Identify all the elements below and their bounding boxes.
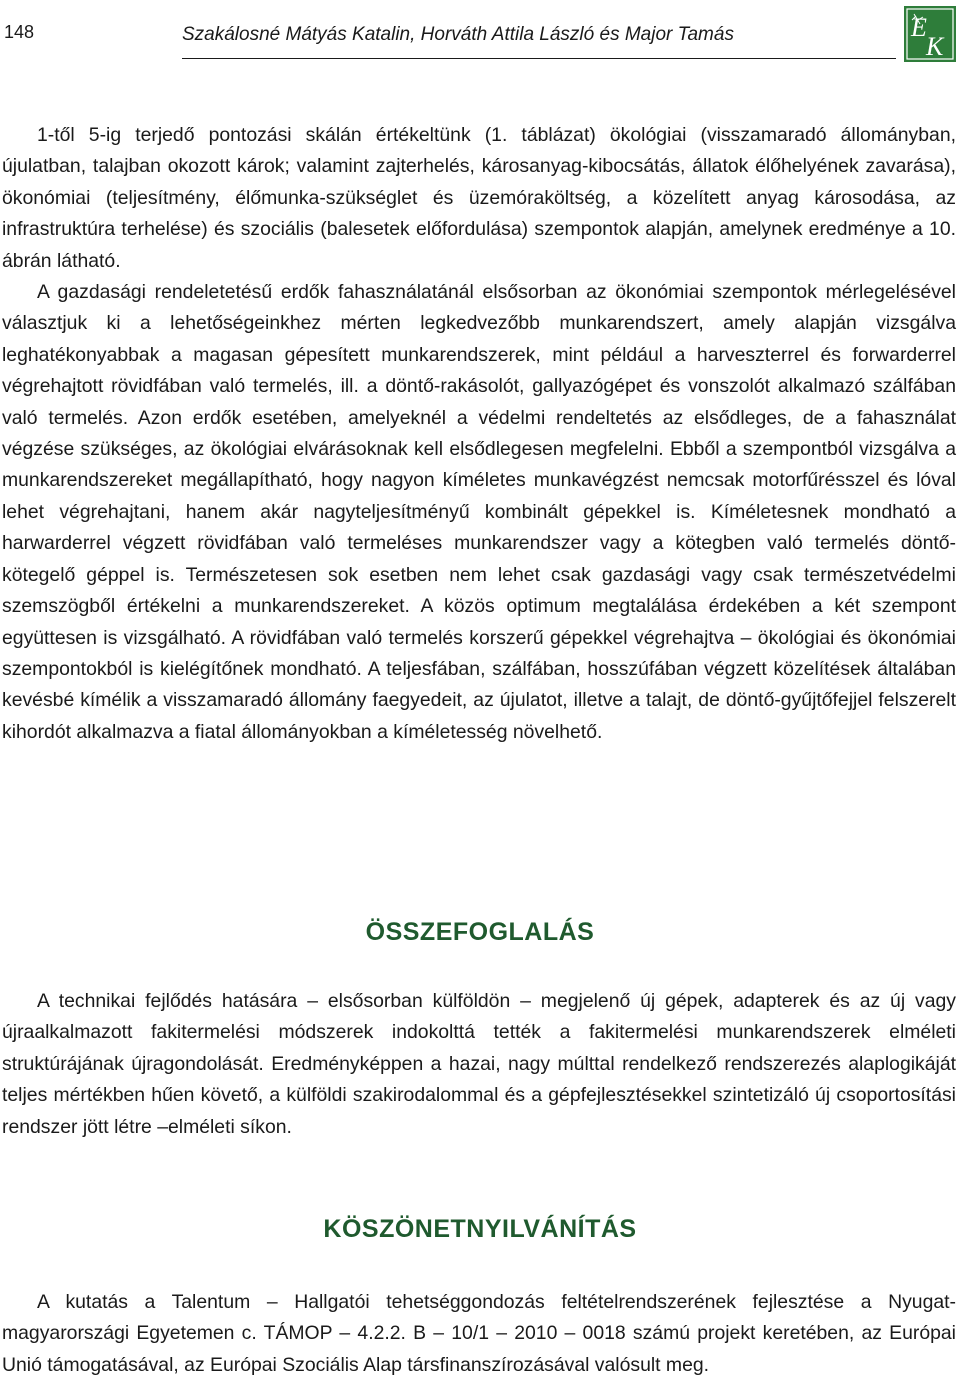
main-text <box>2 120 956 748</box>
acknowledgement-paragraph: A kutatás a Talentum – Hallgatói tehetséggondozás feltételrendszerének fejlesztése a Nyugat-magyarországi Egyetemen c. TÁMOP – 4.2.2. B – 10/1 – 2010 – 0018 számú projekt keretében, az Európai Unió támogatásával, az Európai Szociális Alap társfinanszírozásával valósult meg. <box>2 1291 956 1376</box>
header-rule <box>182 58 896 59</box>
summary-paragraph: A technikai fejlődés hatására – elsősorban külföldön – megjelenő új gépek, adapterek és az új vagy újraalkalmazott fakitermelési módszerek indokolttá tették a fakitermelési munkarendszerek elméleti struktúrájának újragondolását. Eredményképpen a hazai, nagy múlttal rendelkező rendszerezés alaplogikáját teljes mértékben hűen követő, a külföldi szakirodalommal és a gépfejlesztésekkel szintetizáló új csoportosítási rendszer jött létre –elméleti síkon. <box>2 990 956 1138</box>
acknowledgement-heading: KÖSZÖNETNYILVÁNÍTÁS <box>323 1215 637 1243</box>
journal-logo-icon <box>904 6 956 62</box>
summary-heading: ÖSSZEFOGLALÁS <box>365 918 595 946</box>
summary-section <box>2 986 956 1143</box>
svg-text:E: E <box>911 13 927 42</box>
svg-text:K: K <box>926 32 944 61</box>
body-paragraph-1: 1-től 5-ig terjedő pontozási skálán értékeltünk (1. táblázat) ökológiai (visszamaradó állományban, újulatban, talajban okozott károk; valamint zajterhelés, károsanyag-kibocsátás, állatok élőhelyének zavarása), ökonómiai (teljesítmény, élőmunka-szükséglet és üzemóraköltség, a közelített anyag károsodása, az infrastruktúra terhelése) és szociális (balesetek előfordulása) szempontok alapján, amelynek eredménye a 10. ábrán látható. <box>2 124 956 272</box>
body-paragraph-2: A gazdasági rendeletetésű erdők fahasználatánál elsősorban az ökonómiai szempontok mérlegelésével választjuk ki a lehetőségeinkhez mérten legkedvezőbb munkarendszert, amely alapján vizsgálva leghatékonyabbak a magasan gépesített munkarendszerek, mint például a harveszterrel és forwarderrel végrehajtott rövidfában való termelés, ill. a döntő-rakásolót, gallyazógépet és vonszolót alkalmazó szálfában való termelés. Azon erdők esetében, amelyeknél a védelmi rendeltetés az elsődleges, de a fahasználat végzése szükséges, az ökológiai elvárásoknak kell elsődlegesen megfelelni. Ebből a szempontból vizsgálva a munkarendszereket megállapítható, hogy nagyon kíméletes munkavégzést nemcsak motorfűrésszel és lóval lehet végrehajtani, hanem akár nagyteljesítményű kombinált gépekkel is. Kíméletesnek mondható a harwarderrel végzett rövidfában való termeléses munkarendszer vagy a kötegben való termelés döntő-kötegelő géppel is. Természetesen sok esetben nem lehet csak gazdasági vagy csak természetvédelmi szemszögből értékelni a munkarendszereket. A közös optimum megtalálása érdekében a két szempont együttesen is vizsgálható. A rövidfában való termelés korszerű gépekkel végrehajtva – ökológiai és ökonómiai szempontokból is kielégítőnek mondható. A teljesfában, szálfában, hosszúfában végzett közelítések általában kevésbé kímélik a visszamaradó állomány faegyedeit, az újulatot, illetve a talajt, de döntő-gyűjtőfejjel felszerelt kihordót alkalmazva a fiatal állományokban a kíméletesség növelhető. <box>2 281 956 743</box>
acknowledgement-section <box>2 1287 956 1381</box>
page-header <box>0 0 960 70</box>
page-number: 148 <box>4 22 35 42</box>
running-title: Szakálosné Mátyás Katalin, Horváth Attila László és Major Tamás <box>182 24 734 45</box>
